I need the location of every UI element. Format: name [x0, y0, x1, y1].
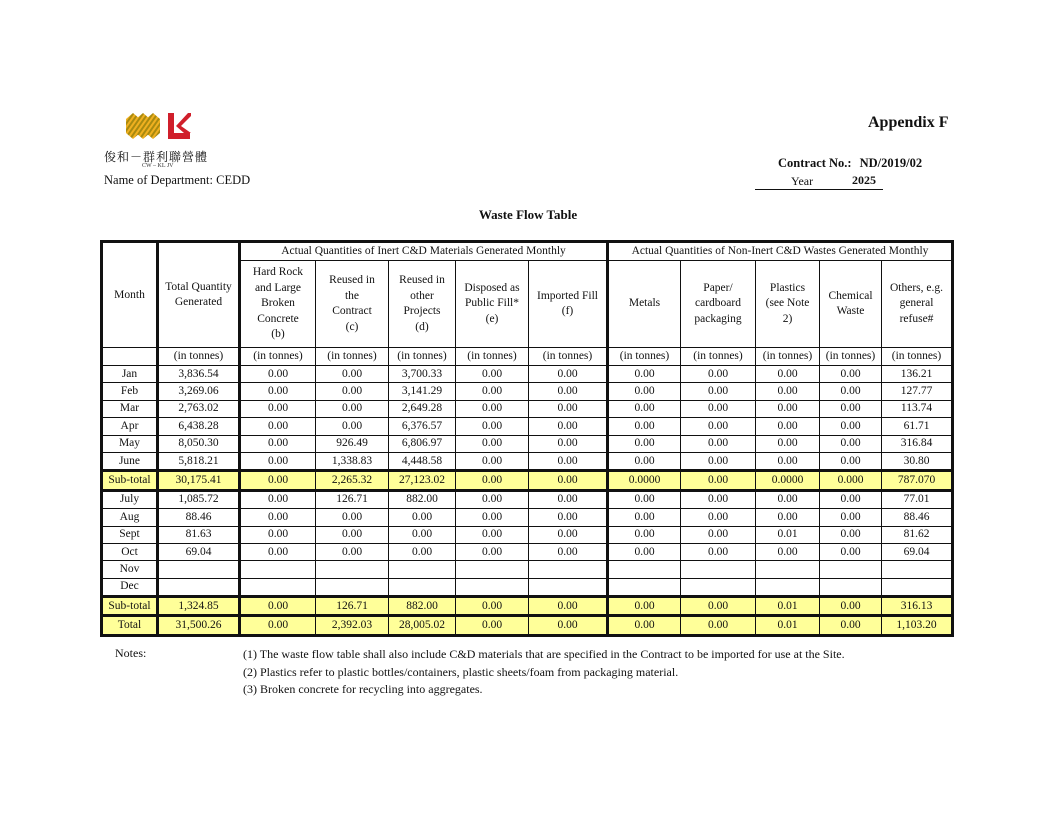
month-cell: Nov	[102, 561, 158, 578]
value-cell: 0.00	[316, 543, 389, 560]
value-cell	[608, 561, 681, 578]
column-header-metals	[608, 261, 681, 348]
unit-cell: (in tonnes)	[158, 348, 240, 366]
value-cell: 0.00	[456, 597, 529, 616]
value-cell	[456, 561, 529, 578]
value-cell: 4,448.58	[389, 452, 456, 470]
table-row	[102, 509, 953, 526]
value-cell: 316.84	[882, 435, 953, 452]
column-header-line: Waste	[836, 305, 865, 317]
value-cell: 0.00	[608, 616, 681, 635]
value-cell: 0.00	[316, 418, 389, 435]
value-cell: 0.00	[456, 616, 529, 635]
column-header-line: refuse#	[899, 312, 934, 325]
value-cell: 0.00	[820, 452, 882, 470]
value-cell: 0.00	[820, 418, 882, 435]
value-cell: 88.46	[158, 509, 240, 526]
value-cell: 0.01	[756, 526, 820, 543]
value-cell	[820, 578, 882, 596]
value-cell: 69.04	[158, 543, 240, 560]
value-cell: 0.00	[756, 509, 820, 526]
subtotal-row	[102, 597, 953, 616]
value-cell: 0.00	[389, 509, 456, 526]
appendix-label: Appendix F	[868, 114, 949, 131]
group-header-non-inert: Actual Quantities of Non-Inert C&D Wastes Generated Monthly	[608, 242, 953, 261]
value-cell	[316, 561, 389, 578]
value-cell: 0.00	[456, 418, 529, 435]
column-header-line: Reused in	[399, 274, 445, 286]
month-cell: Feb	[102, 383, 158, 400]
value-cell	[389, 561, 456, 578]
value-cell: 0.00	[240, 616, 316, 635]
value-cell: 0.00	[820, 366, 882, 383]
value-cell: 27,123.02	[389, 471, 456, 490]
column-header-line: (see Note	[765, 297, 810, 310]
column-header-line: 2)	[782, 312, 793, 325]
value-cell: 0.00	[681, 543, 756, 560]
unit-cell: (in tonnes)	[681, 348, 756, 366]
column-header-reused-contract	[316, 261, 389, 348]
value-cell: 0.00	[820, 509, 882, 526]
column-header-line: (f)	[561, 305, 574, 317]
value-cell: 6,376.57	[389, 418, 456, 435]
column-header-chemical-waste	[820, 261, 882, 348]
value-cell: 0.00	[820, 435, 882, 452]
value-cell: 8,050.30	[158, 435, 240, 452]
value-cell: 0.00	[756, 383, 820, 400]
month-cell: July	[102, 490, 158, 508]
value-cell	[240, 578, 316, 596]
value-cell: 28,005.02	[389, 616, 456, 635]
value-cell: 0.00	[456, 400, 529, 417]
value-cell: 61.71	[882, 418, 953, 435]
table-row	[102, 578, 953, 596]
unit-cell: (in tonnes)	[316, 348, 389, 366]
value-cell: 882.00	[389, 490, 456, 508]
value-cell: 81.63	[158, 526, 240, 543]
month-cell: Sub-total	[102, 597, 158, 616]
value-cell: 30.80	[882, 452, 953, 470]
contract-value: ND/2019/02	[859, 156, 923, 170]
unit-cell: (in tonnes)	[240, 348, 316, 366]
value-cell: 0.00	[681, 490, 756, 508]
value-cell: 0.00	[240, 452, 316, 470]
value-cell	[681, 561, 756, 578]
value-cell	[681, 578, 756, 596]
value-cell: 69.04	[882, 543, 953, 560]
value-cell: 0.00	[756, 452, 820, 470]
value-cell: 0.00	[529, 471, 608, 490]
value-cell: 30,175.41	[158, 471, 240, 490]
unit-cell: (in tonnes)	[529, 348, 608, 366]
value-cell: 0.01	[756, 597, 820, 616]
value-cell	[158, 561, 240, 578]
column-header-public-fill	[456, 261, 529, 348]
value-cell: 0.00	[240, 366, 316, 383]
value-cell	[882, 578, 953, 596]
value-cell: 926.49	[316, 435, 389, 452]
month-cell: Total	[102, 616, 158, 635]
table-row	[102, 435, 953, 452]
value-cell: 0.00	[316, 366, 389, 383]
month-cell: Sept	[102, 526, 158, 543]
value-cell: 0.00	[456, 471, 529, 490]
company-logo	[124, 111, 194, 141]
value-cell: 0.00	[529, 400, 608, 417]
value-cell: 0.0000	[756, 471, 820, 490]
year-value: 2025	[852, 173, 876, 187]
value-cell: 0.00	[529, 597, 608, 616]
value-cell: 0.00	[820, 490, 882, 508]
orange-striped-hexagon-logo-icon	[124, 111, 194, 141]
value-cell: 0.01	[756, 616, 820, 635]
value-cell	[389, 578, 456, 596]
column-header-line: cardboard	[695, 297, 741, 310]
value-cell: 0.00	[389, 543, 456, 560]
value-cell: 0.00	[316, 526, 389, 543]
unit-cell: (in tonnes)	[756, 348, 820, 366]
column-header-line: Month	[114, 288, 145, 301]
value-cell: 0.00	[240, 383, 316, 400]
value-cell: 0.00	[456, 543, 529, 560]
unit-cell: (in tonnes)	[820, 348, 882, 366]
value-cell: 0.00	[240, 597, 316, 616]
note-item: (2) Plastics refer to plastic bottles/containers, plastic sheets/foam from packaging material.	[243, 664, 679, 679]
column-header-line: Contract	[332, 305, 372, 317]
month-cell: Sub-total	[102, 471, 158, 490]
value-cell: 0.00	[608, 526, 681, 543]
unit-cell: (in tonnes)	[882, 348, 953, 366]
total-row	[102, 616, 953, 635]
value-cell: 113.74	[882, 400, 953, 417]
value-cell: 2,649.28	[389, 400, 456, 417]
value-cell: 2,763.02	[158, 400, 240, 417]
column-header-line: Paper/	[703, 281, 733, 294]
value-cell: 0.00	[529, 616, 608, 635]
value-cell: 0.00	[681, 418, 756, 435]
value-cell: 0.00	[608, 435, 681, 452]
value-cell: 0.00	[820, 543, 882, 560]
unit-cell: (in tonnes)	[456, 348, 529, 366]
value-cell: 0.00	[608, 509, 681, 526]
value-cell: 0.00	[681, 471, 756, 490]
contract-number	[778, 156, 922, 171]
value-cell: 0.00	[608, 452, 681, 470]
value-cell: 1,103.20	[882, 616, 953, 635]
column-header-hard-rock	[240, 261, 316, 348]
value-cell: 0.00	[608, 490, 681, 508]
value-cell: 0.00	[756, 366, 820, 383]
notes-label: Notes:	[115, 646, 147, 660]
column-header-paper	[681, 261, 756, 348]
value-cell: 882.00	[389, 597, 456, 616]
value-cell: 0.00	[681, 526, 756, 543]
value-cell: 0.00	[756, 435, 820, 452]
table-row	[102, 418, 953, 435]
value-cell: 0.00	[681, 383, 756, 400]
column-header-line: Others, e.g.	[889, 281, 943, 294]
value-cell: 0.00	[529, 366, 608, 383]
value-cell: 127.77	[882, 383, 953, 400]
column-header-line: Broken	[261, 297, 295, 310]
value-cell: 6,438.28	[158, 418, 240, 435]
column-header-line: general	[899, 297, 934, 310]
value-cell: 0.00	[316, 383, 389, 400]
table-row	[102, 490, 953, 508]
value-cell	[529, 561, 608, 578]
notes-list	[243, 646, 845, 699]
month-cell: June	[102, 452, 158, 470]
month-cell: Mar	[102, 400, 158, 417]
month-cell: Apr	[102, 418, 158, 435]
value-cell: 0.00	[681, 597, 756, 616]
table-row	[102, 383, 953, 400]
value-cell: 0.00	[820, 616, 882, 635]
unit-cell: (in tonnes)	[389, 348, 456, 366]
value-cell: 316.13	[882, 597, 953, 616]
red-lk-logo-icon	[168, 113, 191, 139]
value-cell: 0.00	[316, 400, 389, 417]
column-header-line: Reused in	[329, 274, 375, 286]
value-cell: 0.00	[240, 435, 316, 452]
column-header-others	[882, 261, 953, 348]
value-cell: 0.00	[240, 490, 316, 508]
value-cell: 31,500.26	[158, 616, 240, 635]
value-cell: 0.000	[820, 471, 882, 490]
value-cell: 136.21	[882, 366, 953, 383]
table-row	[102, 543, 953, 560]
value-cell: 0.00	[820, 597, 882, 616]
table-row	[102, 366, 953, 383]
waste-flow-table	[100, 240, 954, 637]
value-cell	[158, 578, 240, 596]
column-header-line: Disposed as	[464, 281, 520, 294]
column-header-line: Projects	[403, 305, 441, 317]
value-cell: 0.00	[681, 452, 756, 470]
value-cell: 0.00	[456, 435, 529, 452]
table-row	[102, 400, 953, 417]
column-header-line: packaging	[694, 312, 742, 325]
value-cell: 0.00	[529, 452, 608, 470]
month-cell: Aug	[102, 509, 158, 526]
column-header-line: the	[344, 289, 360, 302]
value-cell: 0.00	[529, 543, 608, 560]
column-header-imported-fill	[529, 261, 608, 348]
table-row	[102, 561, 953, 578]
value-cell: 0.00	[681, 509, 756, 526]
value-cell	[820, 561, 882, 578]
column-header-line: Total Quantity	[165, 281, 232, 293]
value-cell: 0.00	[681, 435, 756, 452]
column-header-line: (d)	[415, 320, 429, 333]
value-cell: 0.00	[756, 490, 820, 508]
table-row	[102, 452, 953, 470]
value-cell: 3,836.54	[158, 366, 240, 383]
value-cell: 0.00	[240, 543, 316, 560]
note-item: (3) Broken concrete for recycling into aggregates.	[243, 682, 483, 696]
value-cell: 0.00	[608, 543, 681, 560]
value-cell: 0.00	[240, 400, 316, 417]
value-cell: 0.00	[456, 490, 529, 508]
department-name: Name of Department: CEDD	[104, 173, 251, 187]
value-cell: 1,324.85	[158, 597, 240, 616]
value-cell	[756, 578, 820, 596]
value-cell: 0.00	[608, 383, 681, 400]
value-cell: 0.00	[756, 543, 820, 560]
column-header-line: (b)	[271, 328, 285, 341]
value-cell: 0.00	[681, 400, 756, 417]
unit-cell: (in tonnes)	[608, 348, 681, 366]
value-cell: 2,392.03	[316, 616, 389, 635]
company-name-chinese: 俊和－群利聯營體	[104, 150, 209, 164]
company-jv-label: CW – KL JV	[142, 163, 174, 169]
value-cell: 2,265.32	[316, 471, 389, 490]
unit-cell-month	[102, 348, 158, 366]
value-cell: 0.00	[681, 366, 756, 383]
value-cell: 0.00	[240, 509, 316, 526]
value-cell: 3,141.29	[389, 383, 456, 400]
note-item: (1) The waste flow table shall also include C&D materials that are specified in the Contract to be imported for use at the Site.	[243, 647, 845, 661]
value-cell: 0.00	[608, 418, 681, 435]
value-cell: 0.00	[529, 490, 608, 508]
table-title: Waste Flow Table	[478, 207, 578, 222]
value-cell: 0.00	[316, 509, 389, 526]
value-cell	[756, 561, 820, 578]
value-cell: 0.00	[529, 418, 608, 435]
value-cell: 0.00	[529, 435, 608, 452]
value-cell: 0.00	[529, 509, 608, 526]
value-cell: 81.62	[882, 526, 953, 543]
value-cell: 126.71	[316, 490, 389, 508]
value-cell: 0.00	[456, 452, 529, 470]
value-cell: 0.00	[456, 526, 529, 543]
column-header-line: and Large	[254, 281, 302, 294]
column-header-line: Public Fill*	[465, 297, 519, 310]
value-cell: 0.00	[529, 383, 608, 400]
year-label: Year	[791, 174, 814, 188]
column-header-reused-other-projects	[389, 261, 456, 348]
value-cell: 0.00	[756, 400, 820, 417]
value-cell: 0.00	[456, 383, 529, 400]
column-header-line: Generated	[174, 296, 223, 308]
value-cell: 0.00	[456, 366, 529, 383]
value-cell: 126.71	[316, 597, 389, 616]
value-cell	[240, 561, 316, 578]
value-cell: 0.00	[756, 418, 820, 435]
value-cell	[316, 578, 389, 596]
value-cell: 1,085.72	[158, 490, 240, 508]
year-row	[755, 173, 883, 190]
month-cell: Jan	[102, 366, 158, 383]
value-cell: 0.00	[456, 509, 529, 526]
value-cell: 0.00	[681, 616, 756, 635]
value-cell: 0.00	[529, 526, 608, 543]
column-header-line: Concrete	[257, 312, 299, 325]
value-cell: 6,806.97	[389, 435, 456, 452]
column-header-plastics	[756, 261, 820, 348]
column-header-line: Metals	[628, 297, 661, 310]
month-cell: May	[102, 435, 158, 452]
value-cell: 0.00	[608, 597, 681, 616]
contract-label: Contract No.:	[778, 156, 852, 170]
value-cell: 0.00	[240, 471, 316, 490]
value-cell: 0.0000	[608, 471, 681, 490]
value-cell: 0.00	[240, 526, 316, 543]
value-cell	[529, 578, 608, 596]
value-cell	[608, 578, 681, 596]
column-header-line: other	[410, 289, 434, 302]
value-cell: 0.00	[608, 366, 681, 383]
value-cell: 88.46	[882, 509, 953, 526]
column-header-total-quantity	[158, 242, 240, 348]
month-cell: Oct	[102, 543, 158, 560]
value-cell	[882, 561, 953, 578]
value-cell: 1,338.83	[316, 452, 389, 470]
column-header-line: Imported Fill	[536, 289, 598, 302]
value-cell: 5,818.21	[158, 452, 240, 470]
table-row	[102, 526, 953, 543]
value-cell: 0.00	[608, 400, 681, 417]
value-cell: 3,700.33	[389, 366, 456, 383]
value-cell: 0.00	[389, 526, 456, 543]
value-cell: 0.00	[820, 526, 882, 543]
column-header-line: Chemical	[828, 289, 873, 302]
column-header-line: Plastics	[769, 281, 806, 294]
value-cell: 787.070	[882, 471, 953, 490]
value-cell: 0.00	[240, 418, 316, 435]
group-header-inert: Actual Quantities of Inert C&D Materials Generated Monthly	[240, 242, 608, 261]
month-cell: Dec	[102, 578, 158, 596]
value-cell: 0.00	[820, 383, 882, 400]
subtotal-row	[102, 471, 953, 490]
value-cell: 3,269.06	[158, 383, 240, 400]
value-cell	[456, 578, 529, 596]
column-header-line: (c)	[345, 320, 359, 333]
column-header-line: Hard Rock	[252, 266, 304, 279]
column-header-month	[102, 242, 158, 348]
table-body	[102, 366, 953, 636]
column-header-line: (e)	[485, 312, 499, 325]
value-cell: 0.00	[820, 400, 882, 417]
value-cell: 77.01	[882, 490, 953, 508]
